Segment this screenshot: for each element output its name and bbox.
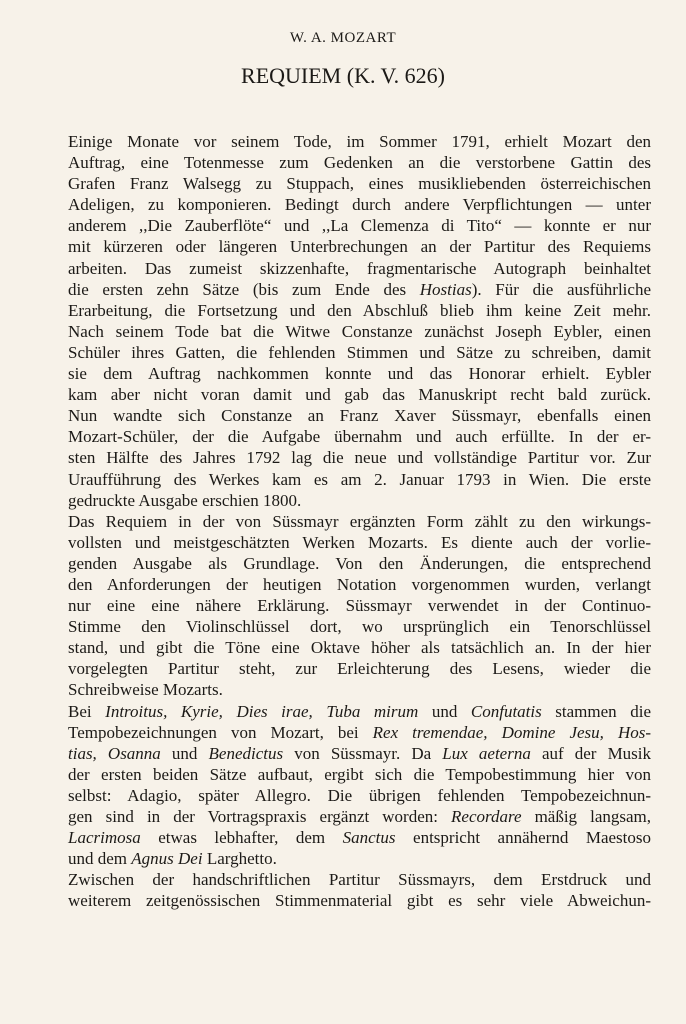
- body-text: [68, 131, 651, 911]
- text-segment: anderem ,,Die Zauberflöte“ und ,,La Clemenza di Tito“ — konnte er nur: [68, 216, 651, 236]
- text-line: [68, 806, 651, 827]
- text-line: [68, 701, 651, 722]
- text-segment: Schreibweise Mozarts.: [68, 680, 223, 700]
- text-line: [68, 384, 651, 405]
- text-segment: die ersten zehn Sätze (bis zum Ende des: [68, 279, 420, 299]
- text-segment: genden Ausgabe als Grundlage. Von den Änderungen, die entsprechend: [68, 553, 651, 573]
- text-segment: mäßig langsam,: [521, 807, 651, 826]
- italic-term: Recordare: [451, 807, 522, 826]
- text-segment: sie dem Auftrag nachkommen konnte und das Honorar erhielt. Eybler: [68, 364, 651, 384]
- text-line: [68, 764, 651, 785]
- text-segment: Einige Monate vor seinem Tode, im Sommer 1791, erhielt Mozart den: [68, 132, 651, 151]
- text-segment: Nun wandte sich Constanze an Franz Xaver Süssmayr, ebenfalls einen: [68, 406, 651, 426]
- text-segment: Bei: [68, 701, 106, 721]
- text-line: [68, 595, 651, 616]
- text-line: [68, 152, 651, 173]
- text-segment: kam aber nicht voran damit und gab das Manuskript recht bald zurück.: [68, 385, 651, 405]
- text-line: [68, 679, 651, 700]
- text-segment: auf der Musik: [530, 743, 652, 763]
- text-line: [68, 869, 651, 890]
- text-line: [68, 173, 651, 194]
- text-segment: weiterem zeitgenössischen Stimmenmaterial gibt es sehr viele Abweichun-: [68, 891, 651, 911]
- text-line: [68, 321, 651, 342]
- text-line: [68, 215, 651, 236]
- running-header: W. A. MOZART: [289, 30, 397, 46]
- text-line: [68, 342, 651, 363]
- text-line: [68, 532, 651, 553]
- text-segment: den Anforderungen der heutigen Notation vorgenommen wurden, verlangt: [68, 574, 651, 594]
- text-line: [68, 637, 651, 658]
- text-line: [68, 574, 651, 595]
- text-line: [68, 469, 651, 490]
- text-segment: Zwischen der handschriftlichen Partitur Süssmayrs, dem Erstdruck und: [68, 870, 651, 890]
- page-title: REQUIEM (K. V. 626): [241, 63, 445, 88]
- text-line: [68, 490, 651, 511]
- text-segment: Nach seinem Tode bat die Witwe Constanze zunächst Joseph Eybler, einen: [68, 321, 651, 341]
- text-line: [68, 553, 651, 574]
- text-segment: gen sind in der Vortragspraxis ergänzt worden:: [68, 807, 452, 826]
- italic-term: Sanctus: [342, 828, 396, 848]
- text-line: [68, 258, 651, 279]
- text-segment: etwas lebhafter, dem: [140, 828, 343, 848]
- italic-term: Lux aeterna: [442, 743, 531, 763]
- text-segment: Stimme den Violinschlüssel dort, wo ursprünglich ein Tenorschlüssel: [68, 617, 651, 637]
- text-segment: von Süssmayr. Da: [283, 743, 443, 763]
- text-segment: Auftrag, eine Totenmesse zum Gedenken an die verstorbene Gattin des: [68, 153, 651, 173]
- text-segment: stand, und gibt die Töne eine Oktave höher als tatsächlich an. In der hier: [68, 638, 651, 658]
- italic-term: Rex tremendae, Domine Jesu, Hos-: [372, 722, 651, 742]
- text-segment: entspricht annähernd Maestoso: [395, 828, 651, 848]
- text-line: [68, 447, 651, 468]
- text-segment: mit kürzeren oder längeren Unterbrechungen an der Partitur des Requiems: [68, 237, 651, 257]
- italic-term: Hostias: [419, 279, 472, 299]
- text-segment: Das Requiem in der von Süssmayr ergänzten Form zählt zu den wirkungs-: [68, 511, 651, 531]
- text-line: [68, 426, 651, 447]
- text-segment: und: [418, 701, 471, 721]
- text-line: [68, 785, 651, 806]
- text-line: [68, 722, 651, 743]
- text-line: [68, 300, 651, 321]
- text-line: [68, 743, 651, 764]
- text-segment: gedruckte Ausgabe erschien 1800.: [68, 490, 302, 510]
- text-line: [68, 511, 651, 532]
- text-line: [68, 827, 651, 848]
- text-line: [68, 279, 651, 300]
- text-line: [68, 848, 651, 869]
- text-line: [68, 890, 651, 911]
- text-segment: ). Für die ausführliche: [471, 279, 651, 299]
- text-segment: Tempobezeichnungen von Mozart, bei: [68, 722, 373, 742]
- text-segment: Larghetto.: [202, 849, 277, 869]
- italic-term: Agnus Dei: [131, 849, 203, 869]
- text-line: [68, 616, 651, 637]
- italic-term: Benedictus: [208, 743, 284, 763]
- text-segment: Uraufführung des Werkes kam es am 2. Januar 1793 in Wien. Die erste: [68, 469, 651, 489]
- text-segment: stammen die: [541, 701, 651, 721]
- italic-term: Introitus, Kyrie, Dies irae, Tuba mirum: [105, 701, 419, 721]
- text-segment: Schüler ihres Gatten, die fehlenden Stimmen und Sätze zu schreiben, damit: [68, 342, 651, 362]
- italic-term: tias, Osanna: [68, 743, 161, 763]
- text-line: [68, 194, 651, 215]
- text-segment: selbst: Adagio, später Allegro. Die übrigen fehlenden Tempobezeichnun-: [68, 785, 651, 805]
- text-segment: sten Hälfte des Jahres 1792 lag die neue und vollständige Partitur vor. Zur: [68, 448, 651, 468]
- text-segment: Mozart-Schüler, der die Aufgabe übernahm und auch erfüllte. In der er-: [68, 427, 651, 447]
- text-segment: Adeligen, zu komponieren. Bedingt durch andere Verpflichtungen — unter: [68, 195, 651, 215]
- text-line: [68, 363, 651, 384]
- text-line: [68, 405, 651, 426]
- text-line: [68, 236, 651, 257]
- text-segment: und dem: [68, 849, 132, 869]
- text-segment: Grafen Franz Walsegg zu Stuppach, eines musikliebenden österreichischen: [68, 174, 651, 194]
- text-segment: und: [160, 743, 209, 763]
- italic-term: Confutatis: [470, 701, 542, 721]
- text-segment: nur eine eine nähere Erklärung. Süssmayr verwendet in der Continuo-: [68, 596, 651, 616]
- text-segment: vorgelegten Partitur steht, zur Erleichterung des Lesens, wieder die: [68, 659, 651, 679]
- italic-term: Lacrimosa: [68, 828, 141, 848]
- text-segment: vollsten und meistgeschätzten Werken Mozarts. Es diente auch der vorlie-: [68, 532, 651, 552]
- text-segment: arbeiten. Das zumeist skizzenhafte, fragmentarische Autograph beinhaltet: [68, 258, 651, 278]
- text-segment: der ersten beiden Sätze aufbaut, ergibt sich die Tempobestimmung hier von: [68, 764, 651, 784]
- text-segment: Erarbeitung, die Fortsetzung und den Abschluß blieb ihm keine Zeit mehr.: [68, 300, 651, 320]
- text-line: [68, 131, 651, 152]
- text-line: [68, 658, 651, 679]
